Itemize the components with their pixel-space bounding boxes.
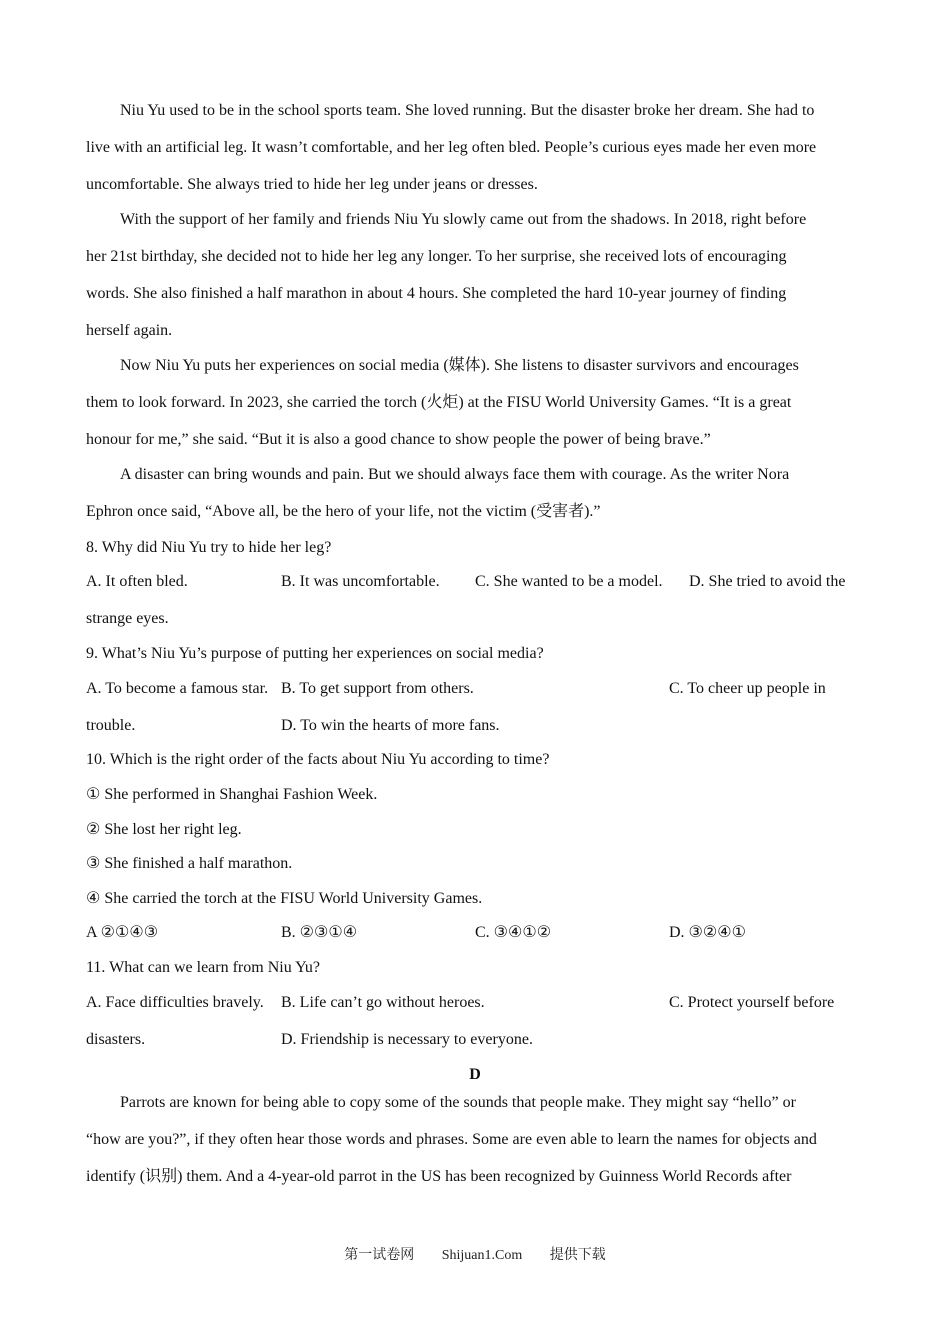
passage-line: uncomfortable. She always tried to hide her leg under jeans or dresses. <box>86 176 538 193</box>
passage-line: them to look forward. In 2023, she carried the torch (火炬) at the FISU World University Games. “It is a great <box>86 394 792 411</box>
question-stem: 9. What’s Niu Yu’s purpose of putting her experiences on social media? <box>86 645 544 662</box>
passage-line: Niu Yu used to be in the school sports team. She loved running. But the disaster broke her dream. She had to <box>120 102 815 119</box>
option-b: B. ②③①④ <box>281 924 358 941</box>
question-stem: 10. Which is the right order of the facts about Niu Yu according to time? <box>86 751 550 768</box>
option-c: C. Protect yourself before <box>669 994 835 1011</box>
footer-site-name: 第一试卷网 <box>344 1248 415 1263</box>
passage-line: live with an artificial leg. It wasn’t comfortable, and her leg often bled. People’s curious eyes made her even more <box>86 139 817 156</box>
footer-download-text: 提供下载 <box>549 1248 606 1263</box>
option-a: A. It often bled. <box>86 573 188 590</box>
footer-site-url: Shijuan1.Com <box>441 1248 523 1263</box>
page-footer <box>0 1247 950 1265</box>
fact-item: ④ She carried the torch at the FISU World University Games. <box>86 890 483 907</box>
option-c-continued: trouble. <box>86 717 136 734</box>
option-d: D. Friendship is necessary to everyone. <box>281 1031 533 1048</box>
option-c: C. ③④①② <box>475 924 552 941</box>
passage-line: Now Niu Yu puts her experiences on social media (媒体). She listens to disaster survivors and encourages <box>120 357 799 374</box>
option-a: A. To become a famous star. <box>86 680 269 697</box>
fact-item: ③ She finished a half marathon. <box>86 855 293 872</box>
fact-item: ② She lost her right leg. <box>86 821 242 838</box>
option-a: A. Face difficulties bravely. <box>86 994 264 1011</box>
section-heading: D <box>469 1066 481 1083</box>
passage-line: identify (识别) them. And a 4-year-old parrot in the US has been recognized by Guinness World Records after <box>86 1168 792 1185</box>
passage-line: “how are you?”, if they often hear those words and phrases. Some are even able to learn the names for objects and <box>86 1131 817 1148</box>
option-c-continued: disasters. <box>86 1031 146 1048</box>
passage-line: her 21st birthday, she decided not to hide her leg any longer. To her surprise, she received lots of encouraging <box>86 248 787 265</box>
option-d: D. She tried to avoid the <box>689 573 846 590</box>
passage-line: Parrots are known for being able to copy some of the sounds that people make. They might say “hello” or <box>120 1094 796 1111</box>
option-c: C. She wanted to be a model. <box>475 573 663 590</box>
option-d: D. ③②④① <box>669 924 746 941</box>
passage-line: honour for me,” she said. “But it is also a good chance to show people the power of being brave.” <box>86 431 711 448</box>
option-c: C. To cheer up people in <box>669 680 826 697</box>
option-b: B. To get support from others. <box>281 680 474 697</box>
option-a: A ②①④③ <box>86 924 159 941</box>
question-stem: 8. Why did Niu Yu try to hide her leg? <box>86 539 332 556</box>
fact-item: ① She performed in Shanghai Fashion Week. <box>86 786 378 803</box>
passage-line: Ephron once said, “Above all, be the hero of your life, not the victim (受害者).” <box>86 503 601 520</box>
passage-line: herself again. <box>86 322 173 339</box>
option-b: B. Life can’t go without heroes. <box>281 994 485 1011</box>
option-d-continued: strange eyes. <box>86 610 169 627</box>
passage-line: words. She also finished a half marathon in about 4 hours. She completed the hard 10-year journey of finding <box>86 285 787 302</box>
passage-line: A disaster can bring wounds and pain. But we should always face them with courage. As the writer Nora <box>120 466 790 483</box>
option-d: D. To win the hearts of more fans. <box>281 717 500 734</box>
question-stem: 11. What can we learn from Niu Yu? <box>86 959 320 976</box>
passage-line: With the support of her family and friends Niu Yu slowly came out from the shadows. In 2018, right before <box>120 211 807 228</box>
option-b: B. It was uncomfortable. <box>281 573 440 590</box>
